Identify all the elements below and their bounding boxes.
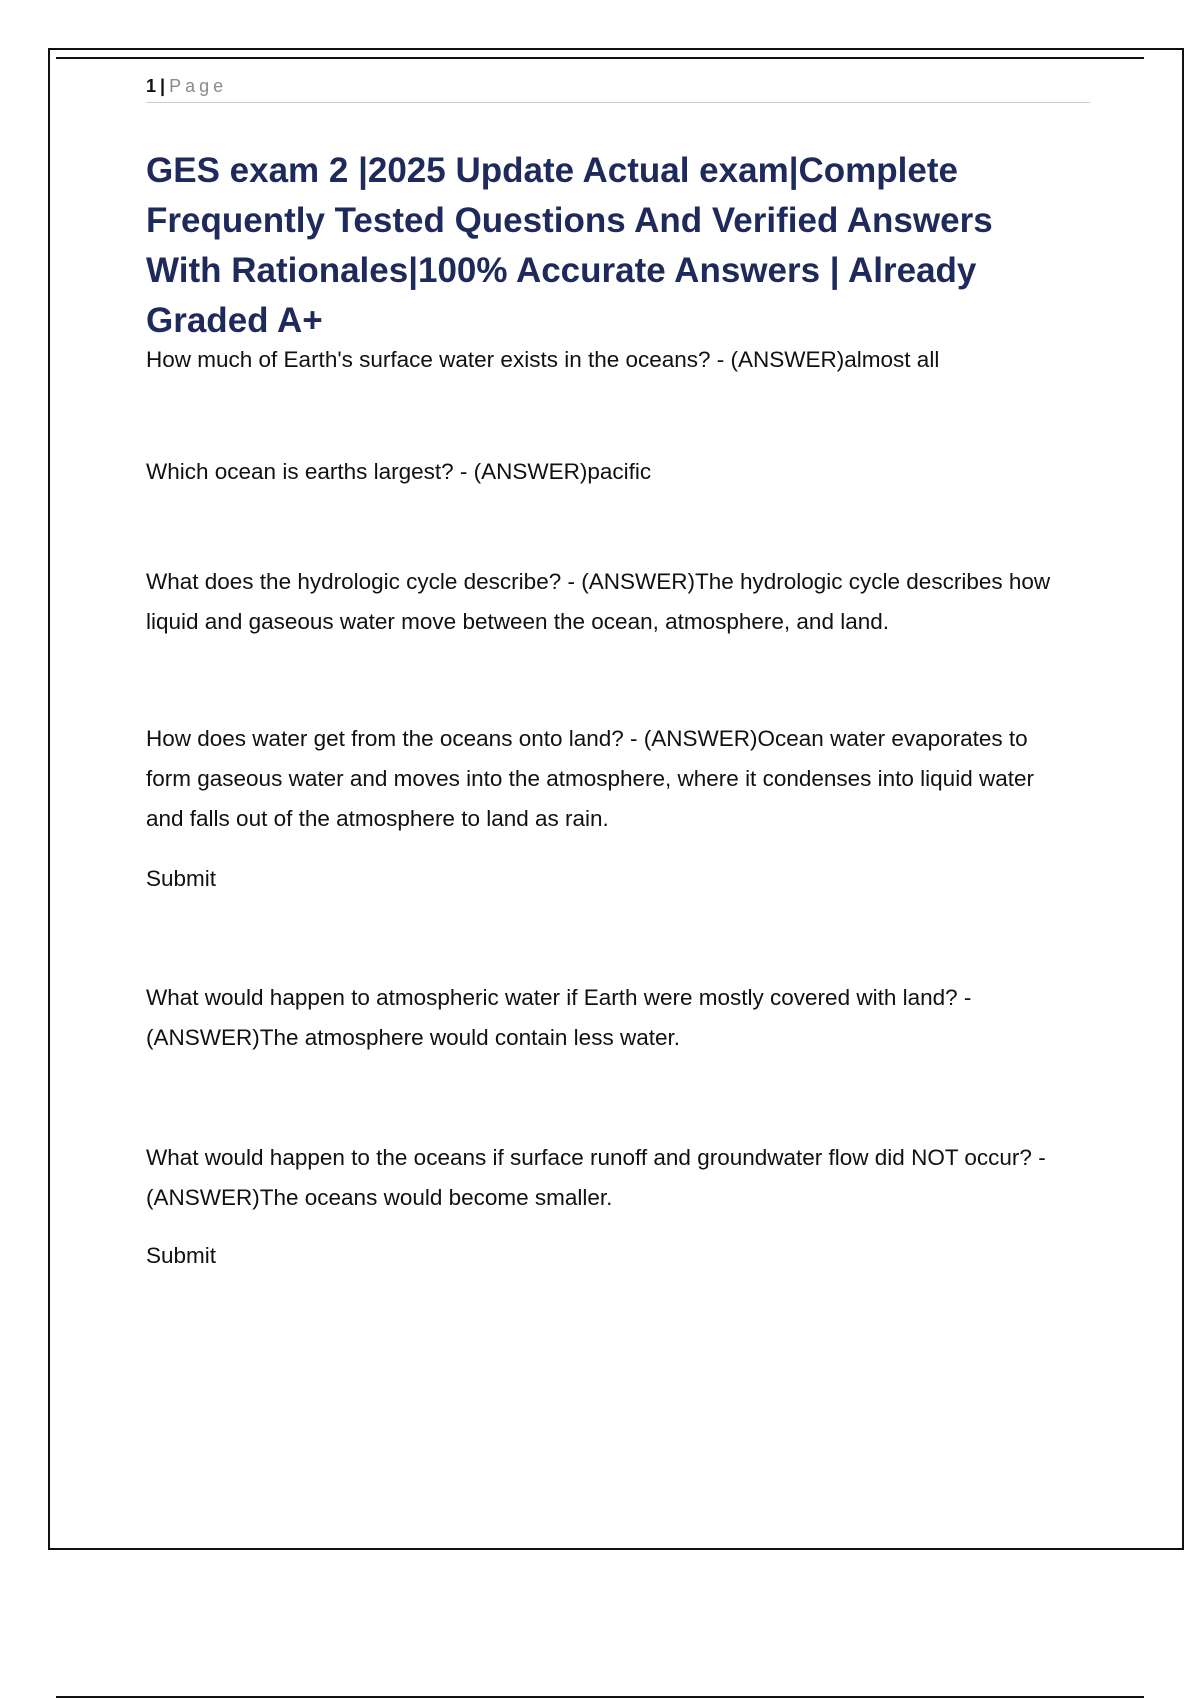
page-number: 1 <box>146 76 157 96</box>
document-body <box>146 340 1076 1276</box>
footer-rule <box>56 1696 1144 1698</box>
page-separator: | <box>160 76 166 96</box>
question-answer-1: How much of Earth's surface water exists in the oceans? - (ANSWER)almost all <box>146 347 940 372</box>
question-answer-6: What would happen to the oceans if surface runoff and groundwater flow did NOT occur? - (ANSWER)The oceans would become smaller. <box>146 1145 1046 1210</box>
page-label: Page <box>169 76 228 96</box>
page-top-rule <box>56 57 1144 59</box>
question-answer-3: What does the hydrologic cycle describe? - (ANSWER)The hydrologic cycle describes how liquid and gaseous water move between the ocean, atmosphere, and land. <box>146 569 1051 634</box>
submit-text: Submit <box>146 866 217 891</box>
question-answer-4: How does water get from the oceans onto land? - (ANSWER)Ocean water evaporates to form gaseous water and moves into the atmosphere, where it condenses into liquid water and falls out of the atmosphere to land as rain. <box>146 726 1034 831</box>
page-header <box>146 72 1090 103</box>
question-answer-5: What would happen to atmospheric water if Earth were mostly covered with land? - (ANSWER)The atmosphere would contain less water. <box>146 985 972 1050</box>
document-title: GES exam 2 |2025 Update Actual exam|Complete Frequently Tested Questions And Verified Answers With Rationales|100% Accurate Answers | Already Graded A+ <box>146 151 993 340</box>
submit-text: Submit <box>146 1243 217 1268</box>
question-answer-2: Which ocean is earths largest? - (ANSWER)pacific <box>146 459 652 484</box>
